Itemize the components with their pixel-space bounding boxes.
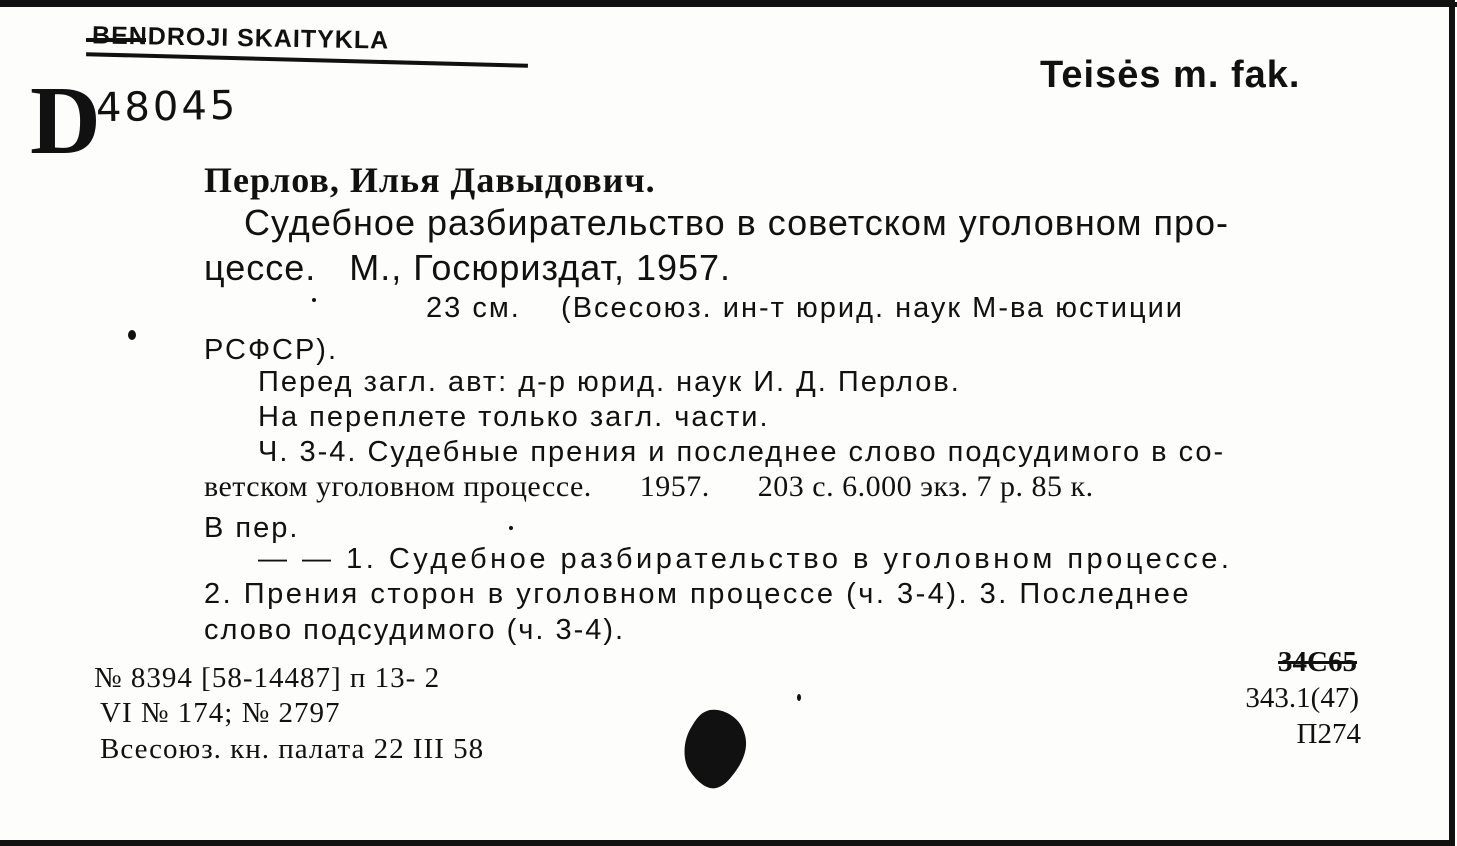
note-binding: На переплете только загл. части. — [258, 401, 770, 433]
title-line-1: Судебное разбирательство в советском уголовном про- — [244, 202, 1230, 243]
ink-speck — [509, 526, 513, 530]
stamp-underline — [86, 52, 528, 68]
udc-code: 343.1(47) — [1245, 682, 1359, 714]
author-mark: П274 — [1296, 718, 1361, 750]
old-class-code: 34С65 — [1278, 646, 1357, 678]
ink-speck — [312, 298, 316, 302]
title-line-2: цессе. М., Госюриздат, 1957. — [204, 247, 732, 288]
series-line-1: 23 см. (Всесоюз. ин-т юрид. наук М-ва юстиции — [426, 292, 1184, 324]
card-top-edge — [0, 2, 1457, 7]
ink-speck — [797, 694, 801, 701]
author-heading: Перлов, Илья Давыдович. — [204, 160, 656, 200]
list-numbers: VI № 174; № 2797 — [100, 697, 341, 729]
subjects-line-3: слово подсудимого (ч. 3-4). — [204, 614, 626, 646]
library-stamp: BENDROJI SKAITYKLA — [91, 21, 390, 55]
subjects-line-2: 2. Прения сторон в уголовном процессе (ч. 3-4). 3. Последнее — [204, 578, 1191, 610]
series-line-2: РСФСР). — [204, 334, 339, 366]
ink-speck — [128, 330, 136, 340]
registration-number: № 8394 [58-14487] п 13- 2 — [94, 662, 441, 694]
shelf-number: 48045 — [95, 82, 239, 132]
subjects-line-1: — — 1. Судебное разбирательство в уголовном процессе. — [258, 543, 1233, 575]
book-chamber: Всесоюз. кн. палата 22 III 58 — [100, 733, 485, 765]
department-label: Teisės m. fak. — [1040, 54, 1301, 96]
part-line-1: Ч. 3-4. Судебные прения и последнее слово подсудимого в со- — [258, 436, 1226, 468]
part-line-2: ветском уголовном процессе. 1957. 203 с. 6.000 экз. 7 р. 85 к. — [204, 470, 1094, 503]
ink-blot — [680, 708, 752, 790]
note-author: Перед загл. авт: д-р юрид. наук И. Д. Перлов. — [258, 366, 961, 398]
shelf-letter: D — [30, 67, 101, 175]
part-line-3: В пер. — [204, 512, 300, 544]
